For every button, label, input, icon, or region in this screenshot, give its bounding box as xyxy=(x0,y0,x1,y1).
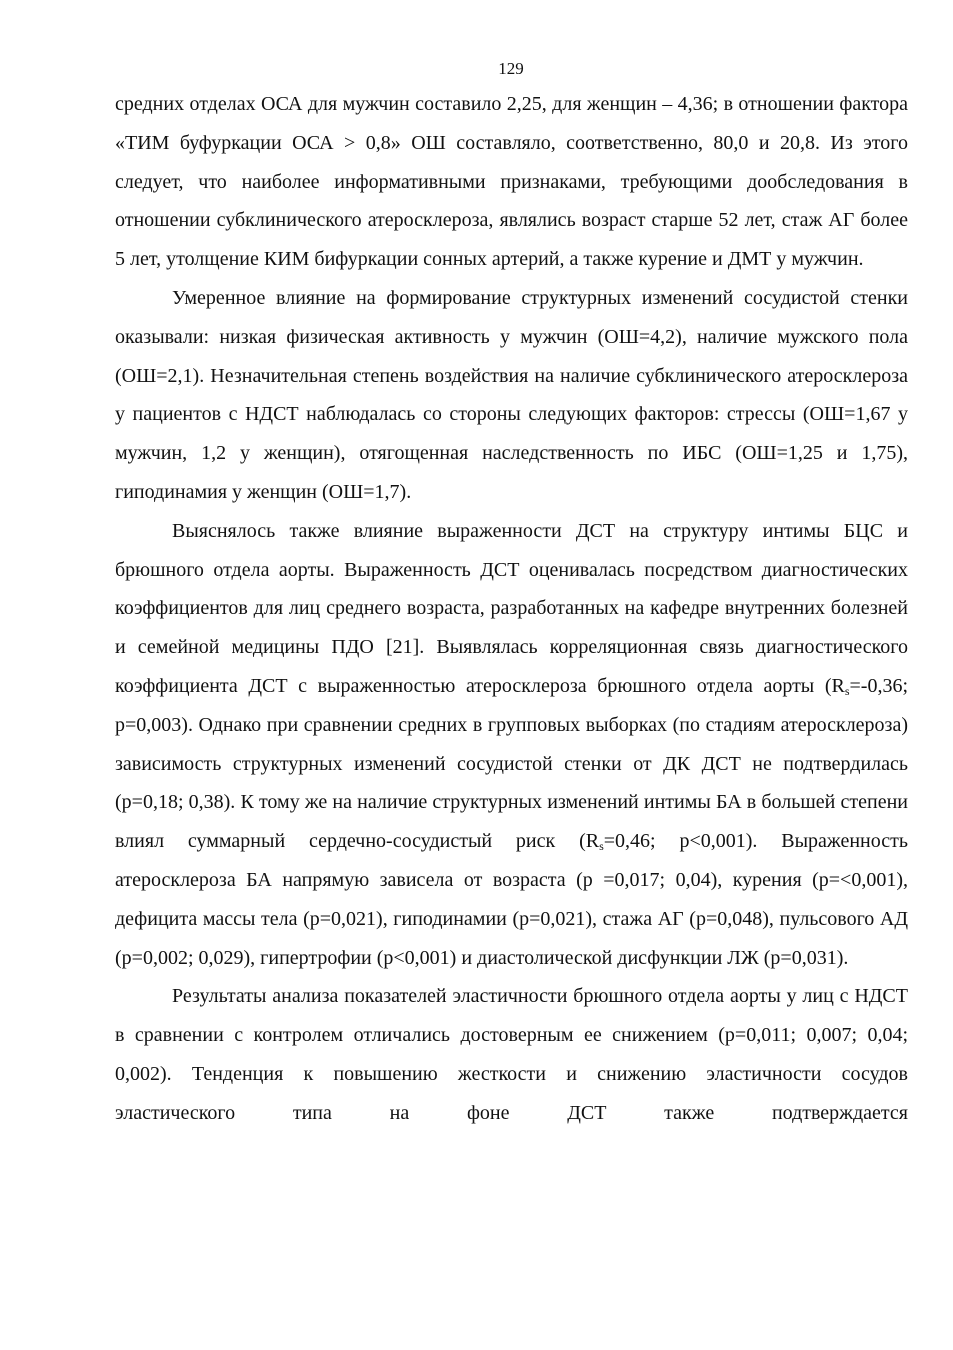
text-run: средних отделах ОСА для мужчин составило 2,25, для женщин – 4,36; в отношении фактора «ТИМ буфуркации ОСА > 0,8» ОШ составляло, соответственно, 80,0 и 20,8. Из этого следует, что наиболее информативными признаками, требующими дообследования в отношении субклинического атеросклероза, являлись возраст старше 52 лет, стаж АГ более 5 лет, утолщение КИМ бифуркации сонных артерий, а также курение и ДМТ у мужчин. xyxy=(115,93,908,271)
text-run: =0,46; p<0,001). Выраженность атеросклероза БА напрямую зависела от возраста (p =0,017; 0,04), курения (p=<0,001), дефицита массы тела (p=0,021), гиподинамии (p=0,021), стажа АГ (p=0,048), пульсового АД (p=0,002; 0,029), гипертрофии (p<0,001) и диастолической дисфункции ЛЖ (p=0,031). xyxy=(115,830,908,969)
paragraph-1 xyxy=(115,85,908,279)
paragraph-3 xyxy=(115,512,908,978)
text-run: Результаты анализа показателей эластичности брюшного отдела аорты у лиц с НДСТ в сравнении с контролем отличались достоверным ее снижением (p=0,011; 0,007; 0,04; 0,002). Тенденция к повышению жесткости и снижению эластичности сосудов эластического типа на фоне ДСТ также подтверждается xyxy=(115,985,908,1124)
subscript: s xyxy=(599,839,604,854)
paragraph-4 xyxy=(115,977,908,1132)
subscript: s xyxy=(844,683,850,698)
page-number: 129 xyxy=(498,59,524,78)
text-run: Умеренное влияние на формирование структурных изменений сосудистой стенки оказывали: низкая физическая активность у мужчин (ОШ=4,2), наличие мужского пола (ОШ=2,1). Незначительная степень воздействия на наличие субклинического атеросклероза у пациентов с НДСТ наблюдалась со стороны следующих факторов: стрессы (ОШ=1,67 у мужчин, 1,2 у женщин), отягощенная наследственность по ИБС (ОШ=1,25 и 1,75), гиподинамия у женщин (ОШ=1,7). xyxy=(115,286,908,503)
text-run: =-0,36; p=0,003). Однако при сравнении средних в групповых выборках (по стадиям атеросклероза) зависимость структурных изменений сосудистой стенки от ДК ДСТ не подтвердилась (p=0,18; 0,38). К тому же на наличие структурных изменений интимы БА в большей степени влиял суммарный сердечно-сосудистый риск (R xyxy=(115,674,908,853)
paragraph-2 xyxy=(115,279,908,512)
text-run: Выяснялось также влияние выраженности ДСТ на структуру интимы БЦС и брюшного отдела аорты. Выраженность ДСТ оценивалась посредством диагностических коэффициентов для лиц среднего возраста, разработанных на кафедре внутренних болезней и семейной медицины ПДО [21]. Выявлялась корреляционная связь диагностического коэффициента ДСТ с выраженностью атеросклероза брюшного отдела аорты (R xyxy=(115,519,908,697)
document-body xyxy=(115,85,908,1133)
